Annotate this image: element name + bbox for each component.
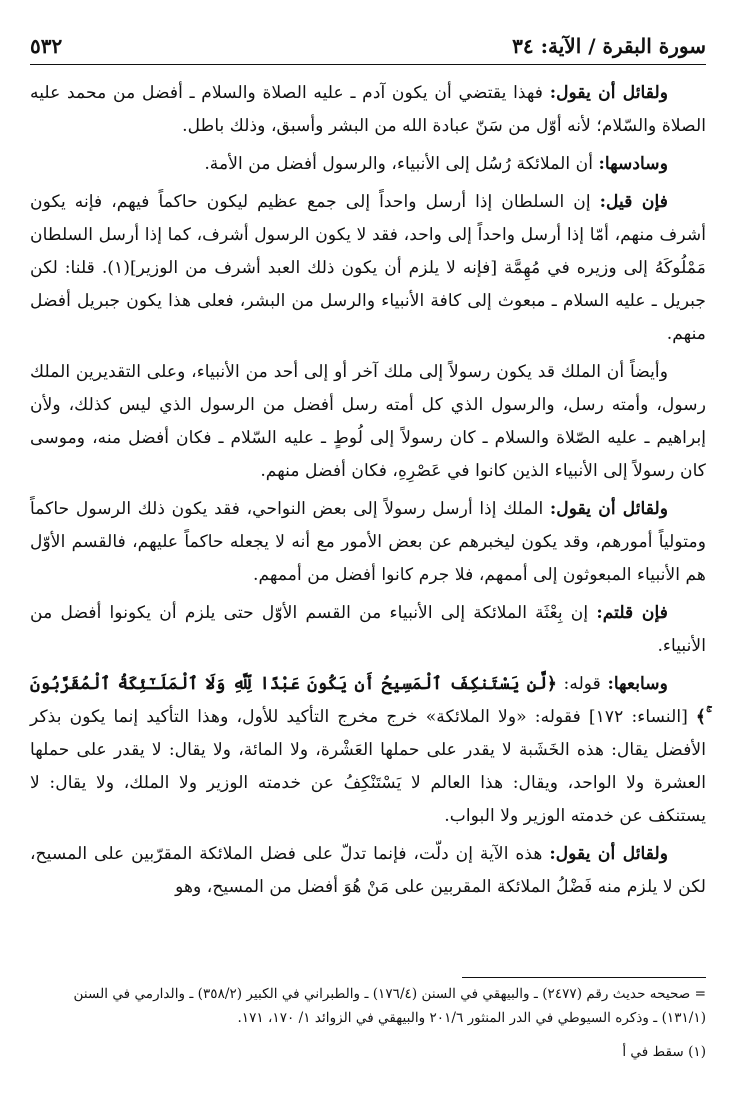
footnote-rule [462, 977, 706, 978]
quran-verse: ﴿لَّن يَسْتَنكِفَ ٱلْمَسِيحُ أَن يَكُونَ عَبْدًا لِّلَّهِ وَلَا ٱلْمَلَـٰٓئِكَةُ ٱلْمُقَرَّبُونَ ۚ﴾ [30, 674, 706, 727]
paragraph-8 [30, 838, 706, 904]
paragraph-text: إن بِعْثَة الملائكة إلى الأنبياء من القسم الأوّل حتى يلزم أن يكونوا أفضل من الأنبياء. [30, 603, 706, 656]
running-title: سورة البقرة / الآية: ٣٤ [512, 34, 706, 58]
paragraph-4 [30, 356, 706, 488]
paragraph-5 [30, 493, 706, 592]
paragraph-lead: فإن قلتم: [596, 603, 668, 623]
paragraph-6 [30, 597, 706, 663]
footnote-continuation: = صحيحه حديث رقم (٢٤٧٧) ـ والبيهقي في السنن (١٧٦/٤) ـ والطبراني في الكبير (٣٥٨/٢) ـ والدارمي في السنن (١٣١/١) ـ وذكره السيوطي في الدر المنثور ٢٠١/٦ والبيهقي في الزوائد ١/ ١٧٠، ١٧١. [73, 986, 706, 1026]
page-header [30, 30, 706, 65]
paragraph-text: أن الملائكة رُسُل إلى الأنبياء، والرسول أفضل من الأمة. [204, 154, 599, 174]
paragraph-tail: [النساء: ١٧٢] فقوله: «ولا الملائكة» خرج مخرج التأكيد للأول، وهذا التأكيد إنما يكون بذكر الأفضل يقال: هذه الخَشَبة لا يقدر على حملها العَشْرة، ولا المائة، ولا يقال: لا يقدر على حملها العشرة ولا الواحد، ويقال: هذا العالم لا يَسْتَنْكِفُ عن خدمته الوزير ولا الملك، ولا يقال: لا يستنكف عن خدمته الوزير ولا البواب. [30, 707, 706, 826]
paragraph-7 [30, 668, 706, 833]
paragraph-lead: فإن قيل: [599, 192, 669, 212]
footnote-1: (١) سقط في أ [622, 1044, 706, 1060]
paragraph-text: فهذا يقتضي أن يكون آدم ـ عليه الصلاة والسلام ـ أفضل من محمد عليه الصلاة والسّلام؛ لأنه أوّل من سَنّ عبادة الله من البشر وأسبق، وذلك باطل. [30, 83, 706, 136]
paragraph-text: هذه الآية إن دلّت، فإنما تدلّ على فضل الملائكة المقرّبين على المسيح، لكن لا يلزم منه فَضْلُ الملائكة المقربين على مَنْ هُوَ أفضل من المسيح، وهو [30, 844, 706, 897]
page-body [30, 77, 706, 904]
paragraph-text: إن السلطان إذا أرسل واحداً إلى جمع عظيم ليكون حاكماً فيهم، فإنه يكون أشرف منهم، أمّا إذا أرسل واحداً إلى واحد، فقد لا يكون الرسول أشرف، كما إذا أرسل السلطان مَمْلُوكَهُ إلى وزيره في مُهِمَّة [فإنه لا يلزم أن يكون ذلك العبد أشرف من الوزير](١). قلنا: لكن جبريل ـ عليه السلام ـ مبعوث إلى كافة الأنبياء والرسل من البشر، فعلى هذا يكون جبريل أفضل منهم. [30, 192, 706, 344]
paragraph-text: قوله: [557, 674, 608, 694]
paragraph-3 [30, 186, 706, 351]
paragraph-2 [30, 148, 706, 181]
paragraph-lead: وسادسها: [598, 154, 668, 174]
footnotes [30, 977, 706, 1064]
page [30, 30, 706, 1070]
paragraph-lead: ولقائل أن يقول: [549, 844, 669, 864]
paragraph-lead: ولقائل أن يقول: [549, 83, 668, 103]
paragraph-lead: ولقائل أن يقول: [549, 499, 669, 519]
paragraph-lead: وسابعها: [607, 674, 668, 694]
paragraph-text: وأيضاً أن الملك قد يكون رسولاً إلى ملك آخر أو إلى أحد من الأنبياء، وعلى التقديرين الملك رسول، وأمته رسل، والرسول الذي كل أمته رسل أفضل من الرسول الذي ليس كذلك، ولأن إبراهيم ـ عليه الصّلاة والسلام ـ كان رسولاً إلى لُوطٍ ـ عليه السّلام ـ فكان أفضل منه، وموسى كان رسولاً إلى الأنبياء الذين كانوا في عَصْرِهِ، فكان أفضل منهم. [30, 362, 706, 481]
page-number: ٥٣٢ [30, 34, 63, 58]
paragraph-1 [30, 77, 706, 143]
paragraph-text: الملك إذا أرسل رسولاً إلى بعض النواحي، فقد يكون ذلك الرسول حاكماً ومتولياً أمورهم، وقد يكون ليخبرهم عن بعض الأمور مع أنه لا يجعله حاكماً عليهم، فالقسم الأوّل هم الأنبياء المبعوثون إلى أممهم، فلا جرم كانوا أفضل من أممهم. [30, 499, 706, 585]
